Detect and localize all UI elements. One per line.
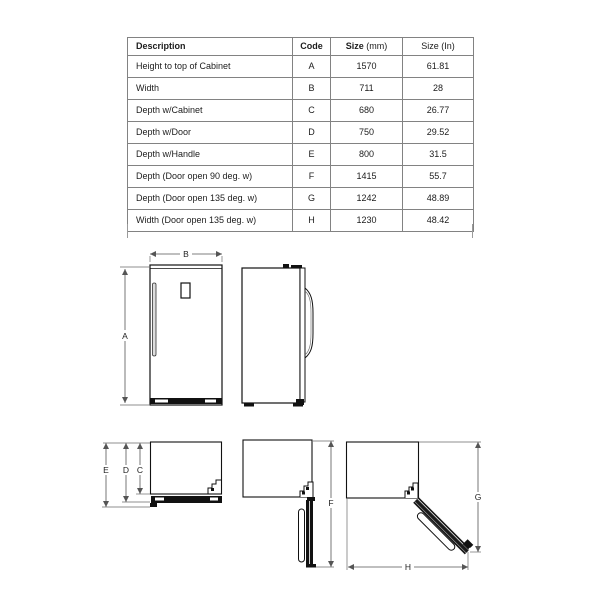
cell-code: H [293,210,331,232]
cell-description: Height to top of Cabinet [128,56,293,78]
dim-label-b: B [183,249,189,259]
table-row [128,122,474,144]
foot [244,403,254,407]
cabinet-top-outline [151,442,222,494]
table-row [128,56,474,78]
top-view-door-open-135-diagram [342,435,487,580]
cell-code: A [293,56,331,78]
cell-code: G [293,188,331,210]
handle-nub [150,503,157,507]
dim-label-f: F [328,498,334,508]
table-border-stub-right [472,224,473,238]
dim-label-h: H [404,562,412,572]
cell-size-mm: 1415 [331,166,403,188]
cell-size-in: 48.89 [403,188,474,210]
spec-table [127,37,474,232]
dim-label-e: E [103,465,109,475]
cell-size-in: 31.5 [403,144,474,166]
cell-description: Depth (Door open 90 deg. w) [128,166,293,188]
side-view-diagram [235,255,320,410]
header-size-mm: Size (mm) [331,38,403,56]
cell-size-mm: 800 [331,144,403,166]
top-hinge [283,264,289,268]
dim-label-g: G [474,492,482,502]
header-description: Description [128,38,293,56]
table-row [128,188,474,210]
cell-description: Depth (Door open 135 deg. w) [128,188,293,210]
cell-size-in: 48.42 [403,210,474,232]
table-row [128,144,474,166]
dim-label-a: A [122,331,128,341]
table-header-row [128,38,474,56]
door-handle [153,283,157,356]
control-display [181,283,190,298]
cell-size-mm: 711 [331,78,403,100]
top-view-door-closed-diagram [95,435,235,515]
cell-code: C [293,100,331,122]
table-row [128,210,474,232]
cell-size-mm: 1570 [331,56,403,78]
cell-description: Depth w/Handle [128,144,293,166]
cell-description: Depth w/Door [128,122,293,144]
door-handle [299,509,305,562]
cell-size-in: 29.52 [403,122,474,144]
table-row [128,100,474,122]
cell-description: Width (Door open 135 deg. w) [128,210,293,232]
cell-size-mm: 680 [331,100,403,122]
cell-size-mm: 1242 [331,188,403,210]
cabinet-top-outline [243,440,312,497]
cell-code: E [293,144,331,166]
freezer-side-body [242,268,300,403]
cell-size-mm: 1230 [331,210,403,232]
table-row [128,78,474,100]
cell-size-mm: 750 [331,122,403,144]
door-bottom-corner [296,399,304,405]
door-slab-side [300,268,305,402]
front-view-diagram [100,248,235,413]
cell-description: Width [128,78,293,100]
cell-description: Depth w/Cabinet [128,100,293,122]
dim-label-c: C [136,465,144,475]
top-view-door-open-90-diagram [238,435,338,575]
cell-size-in: 61.81 [403,56,474,78]
cell-code: F [293,166,331,188]
cell-size-in: 28 [403,78,474,100]
door-open-slab [413,497,470,554]
cabinet-top-outline [347,442,419,498]
header-size-in: Size (In) [403,38,474,56]
cell-size-in: 55.7 [403,166,474,188]
cell-code: B [293,78,331,100]
header-code: Code [293,38,331,56]
table-border-stub-left [127,224,128,238]
table-row [128,166,474,188]
cell-code: D [293,122,331,144]
cell-size-in: 26.77 [403,100,474,122]
dim-label-d: D [122,465,130,475]
